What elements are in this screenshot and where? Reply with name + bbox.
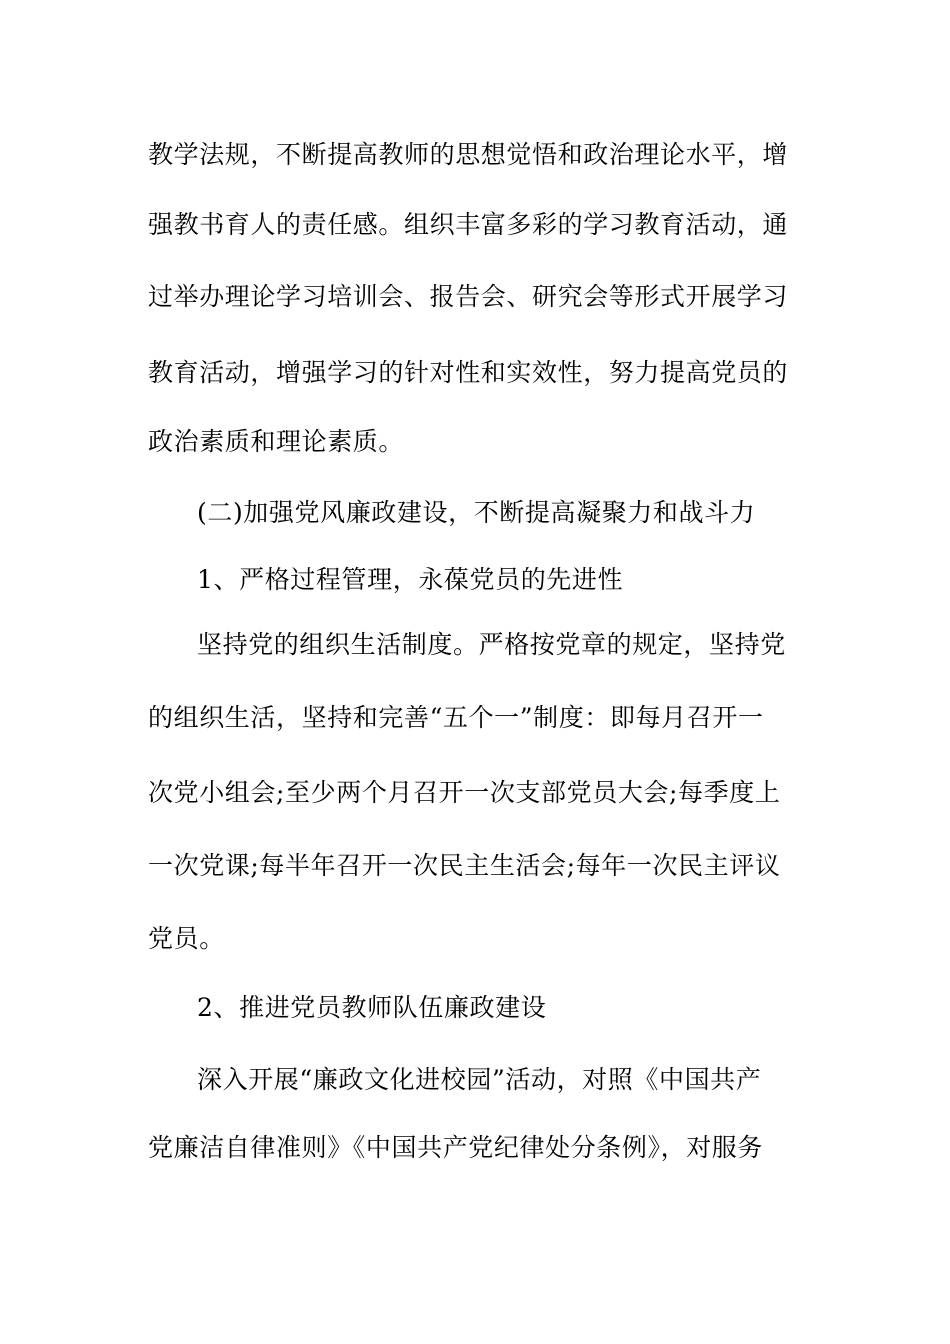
section-heading: (二)加强党风廉政建设，不断提高凝聚力和战斗力 xyxy=(197,498,756,527)
paragraph-line: 教育活动，增强学习的针对性和实效性，努力提高党员的 xyxy=(148,358,789,387)
paragraph-line: 过举办理论学习培训会、报告会、研究会等形式开展学习 xyxy=(148,282,789,311)
paragraph-line: 党员。 xyxy=(148,924,225,953)
paragraph-line: 次党小组会;至少两个月召开一次支部党员大会;每季度上 xyxy=(148,778,781,807)
paragraph-line: 教学法规，不断提高教师的思想觉悟和政治理论水平，增 xyxy=(148,140,789,169)
paragraph-line: 的组织生活，坚持和完善“五个一”制度：即每月召开一 xyxy=(148,703,764,732)
subsection-heading: 2、推进党员教师队伍廉政建设 xyxy=(197,993,547,1022)
paragraph-line: 政治素质和理论素质。 xyxy=(148,427,405,456)
paragraph-line: 深入开展“廉政文化进校园”活动，对照《中国共产 xyxy=(197,1065,762,1094)
paragraph-line: 强教书育人的责任感。组织丰富多彩的学习教育活动，通 xyxy=(148,210,789,239)
paragraph-line: 一次党课;每半年召开一次民主生活会;每年一次民主评议 xyxy=(148,851,781,880)
subsection-heading: 1、严格过程管理，永葆党员的先进性 xyxy=(197,565,624,594)
paragraph-line: 党廉洁自律准则》《中国共产党纪律处分条例》，对服务 xyxy=(148,1133,764,1162)
paragraph-line: 坚持党的组织生活制度。严格按党章的规定，坚持党 xyxy=(197,630,786,659)
